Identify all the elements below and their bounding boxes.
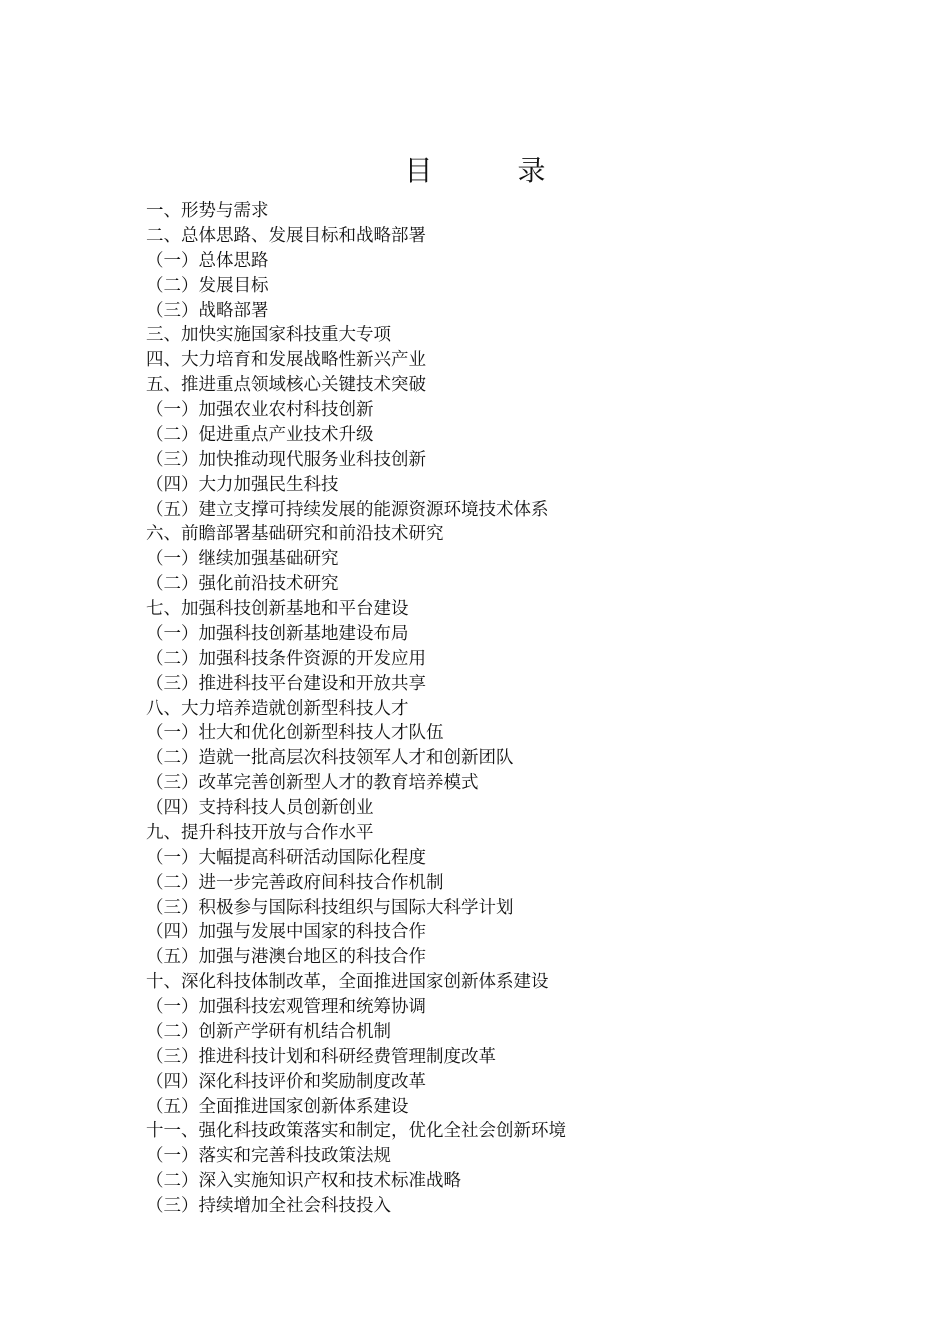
- toc-entry[interactable]: 七、加强科技创新基地和平台建设: [146, 599, 409, 619]
- toc-entry[interactable]: （二）加强科技条件资源的开发应用: [146, 648, 426, 669]
- toc-entry[interactable]: （三）持续增加全社会科技投入: [146, 1196, 391, 1216]
- toc-entry[interactable]: （四）大力加强民生科技: [146, 474, 339, 495]
- toc-entry[interactable]: （二）强化前沿技术研究: [146, 574, 339, 595]
- toc-entry[interactable]: 六、前瞻部署基础研究和前沿技术研究: [146, 524, 444, 545]
- toc-entry[interactable]: （二）进一步完善政府间科技合作机制: [146, 872, 444, 893]
- toc-entry[interactable]: 九、提升科技开放与合作水平: [146, 822, 374, 843]
- toc-entry[interactable]: （五）加强与港澳台地区的科技合作: [146, 947, 426, 968]
- toc-entry[interactable]: （一）大幅提高科研活动国际化程度: [146, 847, 426, 868]
- toc-entry[interactable]: （一）加强科技宏观管理和统筹协调: [146, 997, 426, 1017]
- table-of-contents: [146, 199, 866, 1219]
- toc-entry[interactable]: （四）加强与发展中国家的科技合作: [146, 922, 426, 943]
- toc-entry[interactable]: （五）全面推进国家创新体系建设: [146, 1096, 409, 1117]
- toc-entry[interactable]: （一）总体思路: [146, 250, 269, 271]
- toc-entry[interactable]: （一）壮大和优化创新型科技人才队伍: [146, 723, 444, 744]
- toc-entry[interactable]: （二）创新产学研有机结合机制: [146, 1021, 391, 1042]
- toc-entry[interactable]: （四）支持科技人员创新创业: [146, 798, 374, 818]
- toc-entry[interactable]: （三）加快推动现代服务业科技创新: [146, 449, 426, 470]
- toc-entry[interactable]: （三）战略部署: [146, 300, 269, 321]
- toc-entry[interactable]: （三）推进科技计划和科研经费管理制度改革: [146, 1046, 496, 1067]
- toc-entry[interactable]: 四、大力培育和发展战略性新兴产业: [146, 350, 426, 371]
- toc-entry[interactable]: 一、形势与需求: [146, 201, 269, 221]
- toc-entry[interactable]: （五）建立支撑可持续发展的能源资源环境技术体系: [146, 499, 549, 520]
- toc-entry[interactable]: 八、大力培养造就创新型科技人才: [146, 698, 409, 719]
- toc-entry[interactable]: （三）积极参与国际科技组织与国际大科学计划: [146, 897, 514, 918]
- toc-entry[interactable]: （四）深化科技评价和奖励制度改革: [146, 1071, 426, 1092]
- toc-entry[interactable]: （三）推进科技平台建设和开放共享: [146, 673, 426, 694]
- toc-entry[interactable]: （一）继续加强基础研究: [146, 549, 339, 570]
- toc-entry[interactable]: 三、加快实施国家科技重大专项: [146, 325, 391, 346]
- toc-entry[interactable]: 十、深化科技体制改革，全面推进国家创新体系建设: [146, 972, 549, 993]
- toc-entry[interactable]: 二、总体思路、发展目标和战略部署: [146, 225, 426, 246]
- toc-entry[interactable]: （二）发展目标: [146, 275, 269, 296]
- toc-entry[interactable]: （三）改革完善创新型人才的教育培养模式: [146, 773, 479, 794]
- toc-entry[interactable]: 五、推进重点领域核心关键技术突破: [146, 375, 426, 396]
- toc-entry[interactable]: （一）加强农业农村科技创新: [146, 400, 374, 420]
- toc-entry[interactable]: （一）落实和完善科技政策法规: [146, 1146, 391, 1167]
- toc-entry[interactable]: （二）促进重点产业技术升级: [146, 424, 374, 445]
- page-title: 目 录: [404, 153, 584, 187]
- toc-entry[interactable]: （二）深入实施知识产权和技术标准战略: [146, 1171, 461, 1192]
- toc-entry[interactable]: （一）加强科技创新基地建设布局: [146, 623, 409, 644]
- toc-entry[interactable]: （二）造就一批高层次科技领军人才和创新团队: [146, 748, 514, 769]
- toc-entry[interactable]: 十一、强化科技政策落实和制定，优化全社会创新环境: [146, 1121, 566, 1142]
